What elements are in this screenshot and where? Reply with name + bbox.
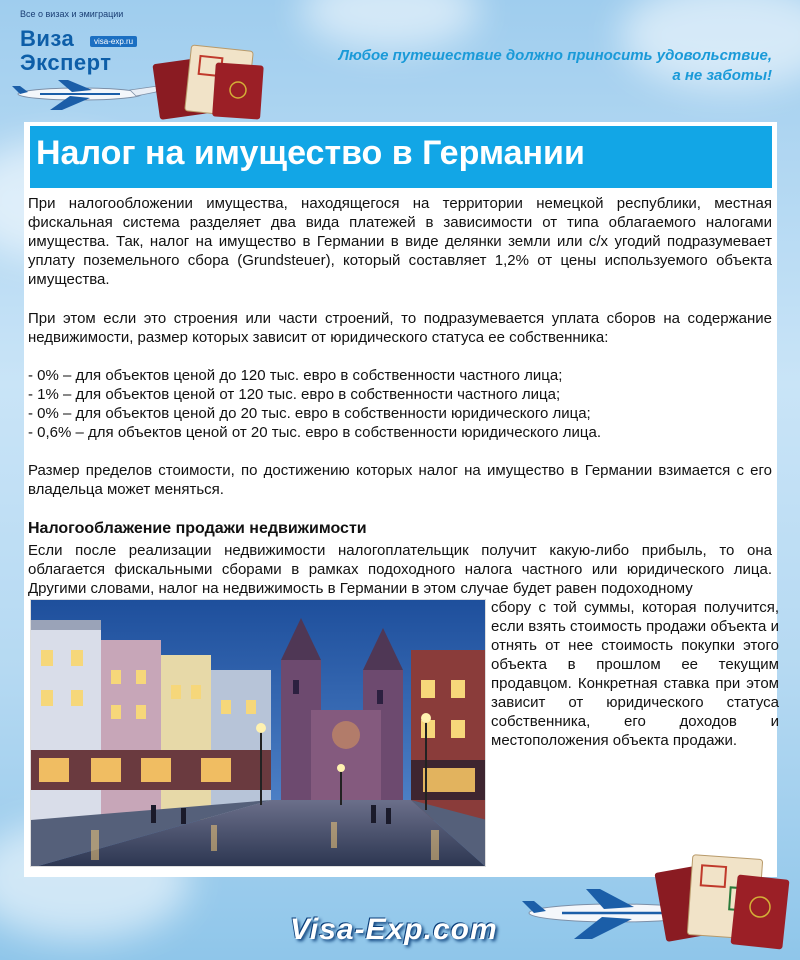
list-item: - 0,6% – для объектов ценой от 20 тыс. евро в собственности юридического лица. bbox=[28, 424, 602, 441]
logo-word-expert: Эксперт bbox=[20, 50, 112, 75]
page-header bbox=[0, 0, 800, 122]
slogan-line-2: а не заботы! bbox=[672, 67, 772, 84]
footer-brand[interactable]: Visa-Exp.com bbox=[290, 913, 498, 946]
street-photo-image bbox=[31, 600, 486, 867]
passport-icon bbox=[148, 30, 268, 120]
street-photo bbox=[30, 599, 486, 867]
tax-rate-list bbox=[28, 366, 601, 442]
passport-icon bbox=[650, 847, 790, 952]
page-title: Налог на имущество в Германии bbox=[36, 134, 585, 172]
article-paragraph-5: сбору с той суммы, которая получится, если взять стоимость продажи объекта и отнять от нее стоимость покупки этого объекта в прошлом ее текущим продавцом. Конкретная ставка при этом зависит от юридического статуса собственника, его доходов и местоположения объекта продажи. bbox=[491, 599, 779, 749]
article-paragraph-4: Если после реализации недвижимости налогоплательщик получит какую-либо прибыль, то она облагается фискальными сборами в рамках подоходного налога частного или юридического лица. Другими словами, налог на недвижимость в Германии в этом случае будет равен подоходному bbox=[28, 542, 772, 597]
header-slogan bbox=[339, 46, 772, 86]
article-paragraph-3: Размер пределов стоимости, по достижению которых налог на имущество в Германии взимается с его владельца может меняться. bbox=[28, 462, 772, 498]
section-subheading: Налогооблажение продажи недвижимости bbox=[28, 520, 367, 537]
list-item: - 0% – для объектов ценой до 20 тыс. евро в собственности юридического лица; bbox=[28, 405, 591, 422]
airplane-icon bbox=[10, 76, 160, 112]
list-item: - 1% – для объектов ценой от 120 тыс. евро в собственности частного лица; bbox=[28, 386, 561, 403]
list-item: - 0% – для объектов ценой до 120 тыс. евро в собственности частного лица; bbox=[28, 367, 563, 384]
article-paragraph-2: При этом если это строения или части строений, то подразумевается уплата сборов на содержание недвижимости, размер которых зависит от юридического статуса ее собственника: bbox=[28, 310, 772, 346]
logo-tagline: Все о визах и эмиграции bbox=[20, 9, 124, 19]
logo-url: visa-exp.ru bbox=[90, 36, 137, 47]
page-footer bbox=[0, 877, 800, 960]
site-logo[interactable] bbox=[8, 6, 270, 116]
slogan-line-1: Любое путешествие должно приносить удовольствие, bbox=[338, 47, 772, 64]
article-panel bbox=[24, 122, 777, 877]
article-paragraph-1: При налогообложении имущества, находящегося на территории немецкой республики, местная фискальная система разделяет два вида платежей в зависимости от типа облагаемого налогами имущества. Так, налог на имущество в Германии в виде делянки земли или с/х угодий подразумевает уплату поземельного сбора (Grundsteuer), который составляет 1,2% от цены используемого объекта имущества. bbox=[28, 195, 772, 288]
logo-word-viza: Виза bbox=[20, 26, 75, 51]
title-bar bbox=[30, 126, 772, 188]
